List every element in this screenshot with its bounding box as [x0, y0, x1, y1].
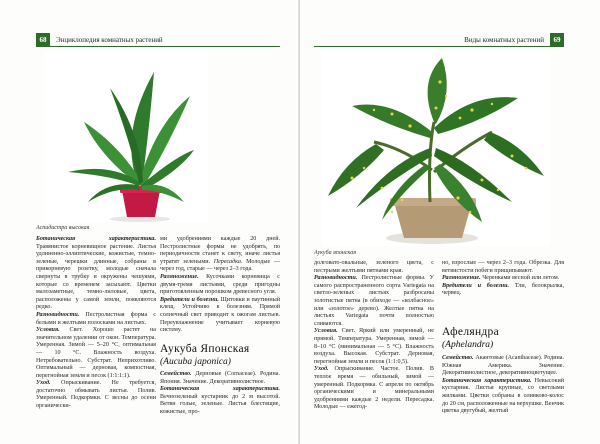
pests-text: Щитовки и паутинный клещ. Устойчиво к болезням. Прямой солнечный свет приводит к ожогам листьев. Переувлажнение учитывает корневую систему. — [160, 296, 280, 334]
aucuba-care-text: Опрыскивание. Частое. Полив. В теплое время — обильный, зимой — умеренный. Подкормка. С апреля по октябрь органическими и минеральными удобрениями каждые 2 недели. Пересадка. Молодые — ежегод- — [314, 366, 434, 411]
left-column-2 — [160, 236, 280, 335]
aucuba-conditions-text: Свет. Яркий или умеренный, не прямой. Температура. Умеренная, зимой — 8–10 °С (минимальная — 5 °С). Влажность воздуха. Высокая. Субстрат. Дерновая, перегнойная земли и песок (1:1:0,5). — [314, 328, 434, 365]
conditions-text: Свет. Хорошо растет на значительном удалении от окон. Температура. Умеренная. Зимой — 5–20 °С, оптимальная — 10 °С. Влажность воздуха. Нетребовательно. Субстрат. Неприхотливо. Оптимальный — дерновая, компостная, перегнойная земля и песок (1:1:1:1). — [36, 327, 156, 379]
right-page-number: 69 — [550, 33, 564, 47]
aucuba-propagation-text: Черенками весной или летом. — [482, 275, 560, 282]
aphelandra-text — [442, 355, 564, 416]
aphelandra-family-label: Семейство. — [442, 355, 474, 361]
aucuba-leaves-text: долговато-овальные, зеленого цвета, с пестрыми желтыми пятнами края. — [314, 260, 434, 274]
aspidistra-illustration — [44, 52, 208, 222]
varieties-label: Разновидности. — [36, 311, 80, 318]
care-label: Уход. — [36, 380, 51, 387]
left-column-1 — [36, 236, 156, 411]
fertilizer-text: ми удобрениями каждые 20 дней. Пестролистные формы не удобрять, по периодичности станет к свету, иначе листья утратят зелеными. — [160, 236, 280, 265]
aucuba-heading: Аукуба Японская — [160, 343, 250, 355]
aucuba-illustration — [322, 52, 550, 246]
aucuba-transplant-text: но, взрослые — через 2–3 года. Обрезка. Для ветвистости побеги прищипывают. — [442, 260, 564, 274]
right-header-rule — [314, 46, 564, 47]
aphelandra-family-text: Акантовые (Acanthaceae). Родина. Южная Америка. Значение. Декоративнолистное, декоративноцветущее. — [442, 355, 564, 377]
aphelandra-latin-heading: (Aphelandra) — [442, 340, 494, 350]
aucuba-latin-heading: (Aucuba japonica) — [160, 357, 231, 367]
right-column-2 — [442, 260, 564, 298]
family-text: Дерновые (Cornaceae). Родина. Япония. Значение. Декоративнолистное. — [160, 371, 280, 385]
aphelandra-heading: Афеляндра — [442, 326, 500, 338]
aucuba-caption: Аукуба японская — [314, 250, 356, 256]
family-label: Семейство. — [160, 371, 192, 377]
transplant-text: Молодые — через год, старые — через 2–3 года. — [160, 258, 280, 273]
left-running-header — [36, 33, 276, 47]
propagation-label: Размножение. — [160, 273, 199, 280]
left-running-title: Энциклопедия комнатных растений — [56, 36, 163, 44]
transplant-label: Пересадка. — [213, 258, 243, 265]
left-page-number: 68 — [36, 33, 50, 47]
right-page — [300, 0, 600, 444]
aphelandra-bot-label: Ботаническая характеристика. — [442, 377, 532, 384]
pests-label: Вредители и болезни. — [160, 296, 219, 303]
aucuba-propagation-label: Размножение. — [442, 275, 481, 282]
aspidistra-caption: Аспидистра высокая — [36, 225, 90, 231]
aucuba-conditions-label: Условия. — [314, 328, 338, 335]
right-running-title: Виды комнатных растений — [464, 36, 544, 44]
aucuba-left-text — [160, 371, 280, 417]
right-column-1 — [314, 260, 434, 412]
care-text: Опрыскивание. Не требуется, достаточно обмывать листья. Полив. Умеренный. Подкормки. С весны до осени органически- — [36, 380, 156, 410]
aucuba-varieties-label: Разновидности. — [314, 275, 358, 282]
bot-char-text: Травянистое корневищное растение. Листья удлиненно-эллиптические, кожистые, темно-зеленые, черешки длинные, собраны в прикорневую розетку, молодые сначала свернуты в трубку и окружены чешуями, которые со временем засыхают. Цветки малозаметные, темно-лиловые, цвета, расположены у самой земли, появляются редко. — [36, 243, 156, 311]
aspidistra-photo — [44, 52, 208, 222]
propagation-text: Кусочками корневища с двумя-тремя листьями, среди пригодны приготовленным порошком древесного угля. — [160, 273, 280, 296]
aucuba-photo — [322, 52, 550, 246]
left-header-rule — [36, 46, 280, 47]
varieties-text: Пестролистная форма с белыми и желтыми полосками на листьях. — [36, 311, 157, 326]
aucuba-care-label: Уход. — [314, 366, 329, 373]
aucuba-bot-label: Ботаническая характеристика. — [160, 386, 280, 393]
aucuba-pests-label: Вредители и болезни. — [442, 282, 510, 289]
aucuba-bot-text: Вечнозеленый кустарник до 2 м высотой. Ветви голые, зеленые. Листья блестящие, кожистые, про- — [160, 393, 280, 415]
aucuba-varieties-text: Пестролистные формы. У самого распространенного сорта Variegata на светло-зеленых листьях разбросаны золотистые пятна (в обиходе — «колбасное» или «золотое» дерево). Желтые пятна на листьях Variegata почти полностью сливаются. — [314, 275, 434, 327]
right-running-header — [314, 33, 564, 47]
bot-char-label: Ботаническая характеристика. — [36, 236, 156, 242]
conditions-label: Условия. — [36, 327, 60, 334]
aphelandra-bot-text: Невысокий кустарник. Листья крупные, со светлыми жилками. Цветки собраны в оливково-колос до 20 см, расположенные на верхушке. Венчик цветка двугубый, желтый — [442, 377, 564, 415]
aucuba-pests-text: Тли, белокрылка, червец. — [442, 282, 564, 297]
